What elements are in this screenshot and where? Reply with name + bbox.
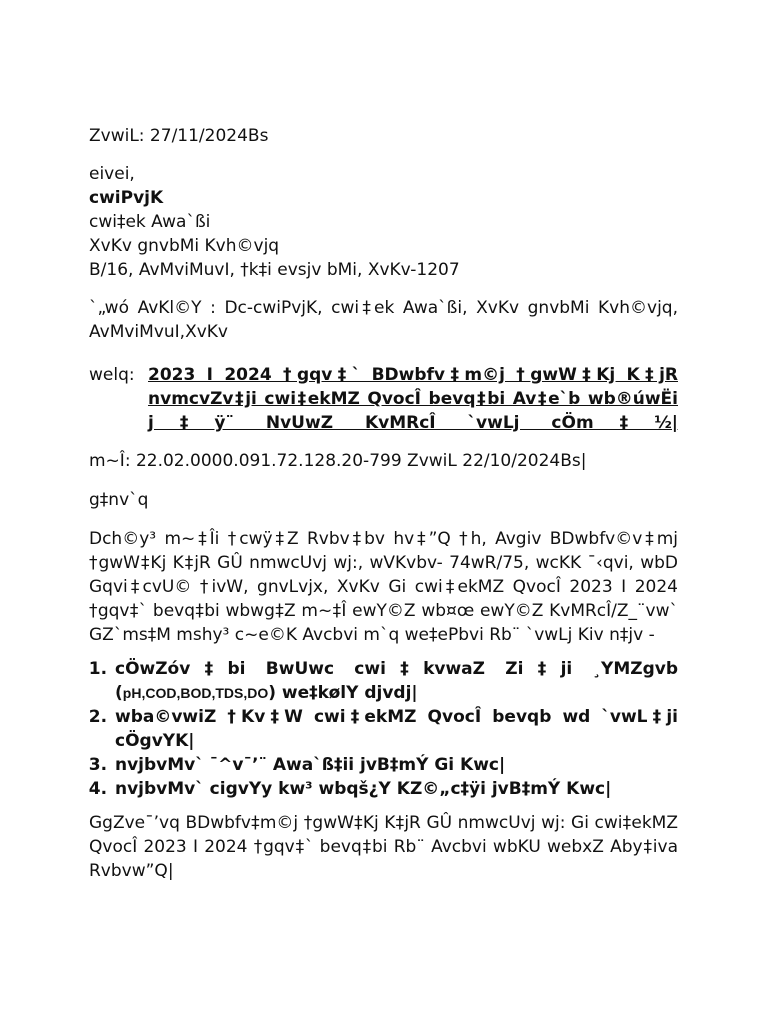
list-item: 4. nvjbvMv` cigvYy kw³ wbqš¿Y KZ©„c‡ÿi jvB‡mÝ Kwc| bbox=[113, 777, 678, 801]
parameter-list: pH,COD,BOD,TDS,DO bbox=[122, 685, 269, 701]
reference-memo: m~Î: 22.02.0000.091.72.128.20-799 ZvwiL 22/10/2024Bs| bbox=[89, 451, 587, 471]
subject-text: 2023 I 2024 †gqv‡` BDwbfv‡m©j †gwW‡Kj K‡jR nvmcvZv‡ji cwi‡ekMZ QvocÎ bevq‡bi Av‡e`b wb®úwËi j‡ÿ¨ NvUwZ KvMRcÎ `vwLj cÖm‡½| bbox=[148, 365, 678, 433]
list-item bbox=[113, 657, 678, 705]
recipient-office: cwi‡ek Awa`ßi bbox=[89, 212, 211, 232]
body-paragraph: Dch©y³ m~‡Îi †cwÿ‡Z Rvbv‡bv hv‡”Q †h, Avgiv BDwbfv©v‡mj †gwW‡Kj K‡jR GÛ nmwcUvj wj:, wVKvbv- 74wR/75, wcKK ¯‹qvi, wbD Gqvi‡cvU© †ivW, gnvLvjx, XvKv Gi cwi‡ekMZ QvocÎ 2023 I 2024 †gqv‡` bevq‡bi wbwg‡Z m~‡Î ewY©Z wb¤œ ewY©Z KvMRcÎ/Z_¨vw` GZ`ms‡M mshy³ c~e©K Avcbvi m`q we‡ePbvi Rb¨ `vwLj Kiv n‡jv - bbox=[89, 529, 678, 645]
list-item: 3. nvjbvMv` ¯^v¯’¨ Awa`ß‡ii jvB‡mÝ Gi Kwc| bbox=[113, 753, 678, 777]
attention-line: `„wó AvKl©Y : Dc-cwiPvjK, cwi‡ek Awa`ßi, XvKv gnvbMi Kvh©vjq, AvMviMvuI,XvKv bbox=[89, 298, 678, 342]
recipient-branch: XvKv gnvbMi Kvh©vjq bbox=[89, 236, 280, 256]
enclosure-list bbox=[89, 657, 678, 801]
letter-page bbox=[89, 124, 678, 883]
list-item-text-end: ) we‡kølY djvdj| bbox=[268, 683, 418, 703]
list-item-text: cÖwZóv‡bi BwUwc cwi‡kvwaZ Zi‡ji ¸YMZgvb ( bbox=[115, 659, 678, 703]
subject-label: welq: bbox=[89, 365, 141, 385]
subject-line bbox=[89, 363, 678, 435]
recipient-salutation: eivei, bbox=[89, 164, 135, 184]
letter-date: ZvwiL: 27/11/2024Bs bbox=[89, 126, 269, 146]
recipient-block bbox=[89, 162, 678, 282]
recipient-title: cwiPvjK bbox=[89, 188, 164, 208]
recipient-address: B/16, AvMviMuvI, †k‡i evsjv bMi, XvKv-1207 bbox=[89, 260, 460, 280]
list-item: 2. wba©vwiZ †Kv‡W cwi‡ekMZ QvocÎ bevqb wd `vwL‡ji cÖgvYK| bbox=[113, 705, 678, 753]
closing-paragraph: GgZve¯’vq BDwbfv‡m©j †gwW‡Kj K‡jR GÛ nmwcUvj wj: Gi cwi‡ekMZ QvocÎ 2023 I 2024 †gqv‡` bevq‡bi Rb¨ Avcbvi wbKU webxZ Aby‡iva Rvbvw”Q| bbox=[89, 813, 678, 881]
greeting: g‡nv`q bbox=[89, 490, 149, 510]
